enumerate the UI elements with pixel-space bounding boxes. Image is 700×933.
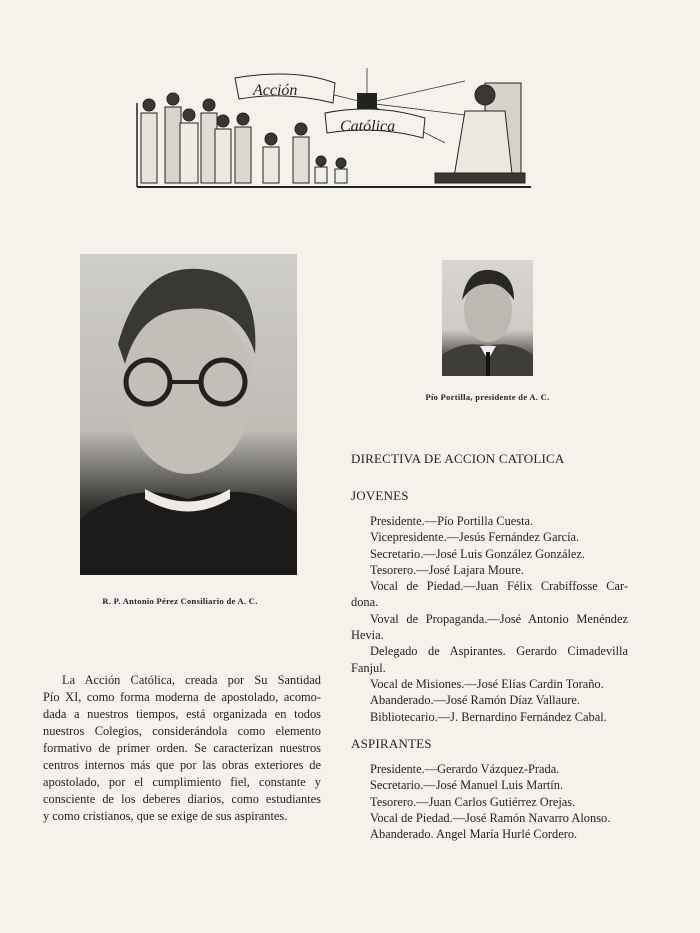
list-item: Abanderado.—José Ramón Díaz Vallaure. bbox=[370, 693, 581, 708]
list-item-continuation: dona. bbox=[351, 595, 379, 610]
list-item: Delegado de Aspirantes. Gerardo Cimadevilla bbox=[370, 644, 628, 659]
list-item: Tesorero.—Juan Carlos Gutiérrez Orejas. bbox=[370, 794, 576, 809]
banner-logo-text: Acción bbox=[253, 82, 298, 99]
paragraph-line: centros internos más que por las obras exteriores de bbox=[43, 758, 321, 772]
list-item: Tesorero.—José Lajara Moure. bbox=[370, 562, 524, 577]
list-item: Vocal de Piedad.—José Ramón Navarro Alonso. bbox=[370, 810, 611, 825]
paragraph-line: dada a nuestros tiempos, está organizada en todos bbox=[43, 707, 321, 721]
svg-text:Católica: Católica bbox=[340, 118, 396, 135]
paragraph-line: nuestros Colegios, considerándola como elemento bbox=[43, 724, 321, 738]
list-item: Vicepresidente.—Jesús Fernández García. bbox=[370, 530, 580, 545]
list-item: Secretario.—José Manuel Luis Martín. bbox=[370, 778, 564, 793]
caption-antonio-perez: R. P. Antonio Pérez Consiliario de A. C. bbox=[102, 596, 258, 606]
list-item: Abanderado. Angel María Hurlé Cordero. bbox=[370, 827, 578, 842]
list-item: Vocal de Piedad.—Juan Félix Crabiffosse Car- bbox=[370, 579, 628, 594]
list-item: Vocal de Misiones.—José Elías Cardin Toraño. bbox=[370, 676, 604, 691]
paragraph-line: La Acción Católica, creada por Su Santidad bbox=[62, 673, 321, 687]
list-item: Bibliotecario.—J. Bernardino Fernández Cabal. bbox=[370, 709, 607, 724]
list-item-continuation: Fanjul. bbox=[351, 660, 386, 675]
jovenes-member-list bbox=[351, 513, 628, 725]
portrait-photo-pio-portilla bbox=[442, 260, 533, 376]
paragraph-line: formativo de primer orden. Se caracterizan nuestros bbox=[43, 741, 321, 755]
caption-pio-portilla: Pío Portilla, presidente de A. C. bbox=[425, 392, 550, 402]
list-item: Presidente.—Pío Portilla Cuesta. bbox=[370, 514, 534, 528]
accion-catolica-banner-illustration bbox=[135, 63, 533, 191]
intro-paragraph bbox=[43, 672, 321, 825]
list-item: Secretario.—José Luis González González. bbox=[370, 546, 586, 561]
list-item: Voval de Propaganda.—José Antonio Menéndez bbox=[370, 611, 628, 626]
jovenes-heading: JOVENES bbox=[351, 488, 409, 503]
paragraph-line: consciente de los deberes diarios, como estudiantes bbox=[43, 792, 321, 806]
list-item-continuation: Hevia. bbox=[351, 628, 384, 643]
list-item: Presidente.—Gerardo Vázquez-Prada. bbox=[370, 762, 560, 776]
paragraph-line: apostolado, por el cumplimiento fiel, constante y bbox=[43, 775, 321, 789]
paragraph-line: Pío XI, como forma moderna de apostolado, acomo- bbox=[43, 690, 321, 704]
directiva-title: DIRECTIVA DE ACCION CATOLICA bbox=[351, 451, 565, 466]
paragraph-line: y como cristianos, que se exige de sus aspirantes. bbox=[43, 809, 288, 823]
aspirantes-heading: ASPIRANTES bbox=[351, 736, 432, 751]
portrait-photo-antonio-perez bbox=[80, 254, 297, 575]
aspirantes-member-list bbox=[351, 761, 628, 842]
